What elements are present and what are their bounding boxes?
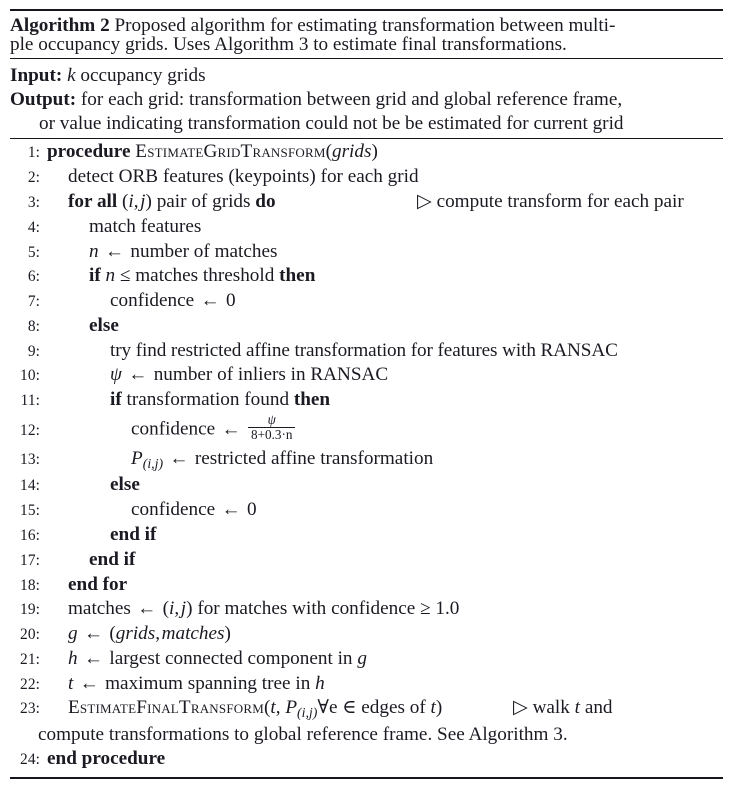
statement-text: restricted affine transformation	[194, 447, 434, 469]
line-content: for all (i, j) pair of grids do ▷ compute transform for each pair	[68, 190, 684, 212]
code-line	[10, 313, 723, 338]
fraction-denominator: 8+0.3·n	[250, 427, 293, 443]
line-number: 24:	[20, 751, 40, 769]
line-number: 22:	[20, 675, 40, 693]
line-number: 20:	[20, 626, 40, 644]
line-content	[47, 242, 723, 261]
statement-text: pair of grids	[156, 190, 251, 212]
line-number: 5:	[27, 243, 40, 261]
code-line	[10, 190, 723, 215]
line-content: matches ← (i, j) for matches with confidence ≥ 1.0	[68, 598, 460, 620]
line-content	[47, 500, 723, 519]
comment-text: compute transform for each pair	[436, 190, 684, 212]
code-line	[10, 239, 723, 264]
line-number: 6:	[27, 268, 40, 286]
output-label: Output:	[10, 89, 77, 111]
keyword-if: if	[110, 389, 122, 411]
comment-text-end: and	[584, 697, 613, 719]
statement-text: number of inliers in RANSAC	[153, 364, 389, 386]
forall-expression: ∀e ∈ edges of	[317, 697, 426, 719]
keyword: for all	[68, 190, 118, 212]
statement-text: detect ORB features (keypoints) for each grid	[68, 166, 419, 188]
line-number: 18:	[20, 576, 40, 594]
fraction-numerator: ψ	[248, 413, 296, 428]
line-content	[47, 341, 723, 360]
assign-arrow-icon: ←	[137, 598, 157, 620]
comment-var: t	[574, 697, 581, 719]
code-line	[10, 140, 723, 165]
call-arg-p-subscript: (i,j)	[297, 705, 318, 721]
continuation-text: compute transformations to global reference frame. See Algorithm 3.	[38, 724, 568, 746]
line-content: procedure EstimateGridTransform(grids)	[47, 141, 378, 163]
geq-icon: ≥	[420, 598, 431, 620]
keyword-do: do	[255, 190, 276, 212]
assign-arrow-icon: ←	[104, 240, 125, 262]
assign-arrow-icon: ←	[200, 290, 220, 312]
line-content: EstimateFinalTransform(t, $P_{(i,j)}\forall e$ ∈ edges of t) ▷ walk t and	[68, 697, 613, 721]
statement-text: match features	[89, 215, 202, 237]
line-content	[47, 475, 723, 494]
line-content	[47, 525, 723, 544]
algorithm-body	[10, 139, 723, 772]
line-number: 16:	[20, 527, 40, 544]
code-line	[10, 498, 723, 523]
code-line	[10, 647, 723, 672]
assigned-value: 0	[246, 499, 257, 521]
line-content	[47, 649, 723, 668]
line-content	[47, 550, 723, 569]
code-line	[10, 214, 723, 239]
line-content	[47, 167, 723, 186]
code-line	[10, 413, 723, 447]
variable: t	[68, 672, 74, 694]
assigned-value: 0	[225, 290, 236, 312]
line-number: 14:	[20, 477, 40, 495]
line-content	[47, 575, 723, 594]
code-line	[10, 289, 723, 314]
line-content	[47, 266, 723, 285]
code-line	[10, 264, 723, 289]
line-number: 12:	[20, 421, 40, 439]
code-line-continuation	[10, 723, 723, 747]
variable-psi: ψ	[110, 364, 122, 386]
output-row	[10, 88, 723, 112]
code-line	[10, 696, 723, 723]
variable-operand: g	[357, 647, 367, 669]
statement-text: confidence	[110, 290, 195, 312]
keyword-then: then	[279, 265, 316, 287]
algorithm-block	[0, 9, 733, 787]
statement-text: matches threshold	[135, 265, 275, 287]
algorithm-caption-line2: ple occupancy grids. Uses Algorithm 3 to estimate final transformations.	[10, 34, 567, 56]
tuple-arg-1: grids	[115, 623, 156, 645]
procedure-name: EstimateGridTransform	[135, 141, 326, 163]
code-line	[10, 622, 723, 647]
algorithm-label: Algorithm 2	[10, 15, 110, 36]
code-line	[10, 165, 723, 190]
line-number: 1:	[27, 144, 40, 162]
line-content	[47, 674, 723, 693]
code-line	[10, 523, 723, 548]
comment-marker-icon: ▷	[417, 190, 432, 212]
statement-text: transformation found	[126, 389, 290, 411]
code-line	[10, 597, 723, 622]
code-line	[10, 572, 723, 597]
assign-arrow-icon: ←	[83, 623, 104, 645]
line-content	[47, 749, 723, 768]
line-comment	[513, 698, 613, 717]
input-text: occupancy grids	[80, 64, 206, 86]
line-number: 2:	[27, 169, 40, 187]
output-line1: for each grid: transformation between grid and global reference frame,	[80, 89, 623, 111]
keyword-end-if: end if	[89, 548, 136, 570]
confidence-fraction	[248, 413, 296, 442]
code-line	[10, 446, 723, 473]
statement-text: maximum spanning tree in	[105, 672, 311, 694]
line-content	[47, 390, 723, 409]
threshold-value: 1.0	[435, 598, 460, 620]
assign-arrow-icon: ←	[79, 672, 99, 694]
line-comment	[417, 192, 684, 211]
call-arg-t: t	[270, 697, 276, 719]
line-number: 17:	[20, 551, 40, 569]
keyword-end-if: end if	[110, 524, 157, 545]
line-content: g ← (grids, matches)	[68, 623, 231, 645]
variable-operand: h	[315, 672, 325, 694]
algorithm-caption	[10, 11, 723, 58]
code-line	[10, 338, 723, 363]
io-block	[10, 59, 723, 138]
symbol-p-subscript: (i,j)	[142, 455, 164, 471]
statement-text: confidence	[131, 418, 216, 440]
assign-arrow-icon: ←	[128, 364, 148, 386]
line-content	[47, 217, 723, 236]
keyword-end-procedure: end procedure	[47, 748, 166, 770]
code-line	[10, 388, 723, 413]
line-number: 10:	[20, 367, 40, 385]
assign-arrow-icon: ←	[221, 418, 241, 440]
keyword-then: then	[293, 389, 331, 411]
statement-text: confidence	[131, 499, 216, 521]
line-content	[47, 365, 723, 384]
keyword-end-for: end for	[68, 573, 128, 595]
keyword-else: else	[89, 314, 119, 336]
tuple-arg-2: matches	[161, 623, 225, 645]
variable: n	[105, 265, 116, 287]
variable: n	[89, 240, 99, 262]
index-i: i	[128, 190, 134, 212]
output-row-continuation	[10, 112, 723, 136]
symbol-p: P	[131, 447, 143, 469]
input-label: Input:	[10, 64, 63, 86]
line-number: 9:	[27, 342, 40, 360]
assign-arrow-icon: ←	[221, 499, 241, 521]
line-number: 15:	[20, 502, 40, 520]
comment-marker-icon: ▷	[513, 697, 528, 719]
keyword-if: if	[89, 265, 101, 287]
comment-text: walk	[532, 697, 570, 719]
line-content	[47, 316, 723, 335]
variable: g	[68, 623, 78, 645]
statement-text: try find restricted affine transformation for features with RANSAC	[110, 339, 618, 361]
statement-text: largest connected component in	[109, 647, 353, 669]
assign-arrow-icon: ←	[169, 447, 189, 469]
line-number: 13:	[20, 450, 40, 468]
code-line	[10, 547, 723, 572]
input-var: k	[67, 64, 76, 86]
code-line	[10, 473, 723, 498]
line-number: 3:	[27, 193, 40, 211]
line-number: 11:	[20, 392, 40, 410]
code-line	[10, 671, 723, 696]
statement-text: matches	[68, 598, 131, 620]
algorithm-caption-line1: Proposed algorithm for estimating transformation between multi-	[114, 15, 616, 36]
code-line	[10, 747, 723, 772]
statement-text: number of matches	[130, 240, 278, 262]
line-number: 7:	[27, 293, 40, 311]
line-number: 23:	[20, 700, 40, 718]
input-row	[10, 63, 723, 87]
keyword-else: else	[110, 474, 140, 496]
statement-tail: for matches with confidence	[197, 598, 416, 620]
line-number: 4:	[27, 218, 40, 236]
call-arg-t2: t	[430, 697, 436, 719]
line-number: 8:	[27, 317, 40, 335]
procedure-arg: grids	[332, 141, 372, 163]
output-line2: or value indicating transformation could not be be estimated for current grid	[39, 113, 624, 135]
index-j: j	[140, 190, 146, 212]
assign-arrow-icon: ←	[83, 647, 104, 669]
leq-icon: ≤	[119, 265, 131, 287]
keyword: procedure	[47, 141, 131, 163]
call-arg-p: P	[285, 697, 298, 719]
procedure-name: EstimateFinalTransform	[68, 697, 264, 719]
line-number: 21:	[20, 650, 40, 668]
line-content	[47, 449, 723, 471]
index-j: j	[180, 598, 187, 620]
code-line	[10, 363, 723, 388]
variable: h	[68, 647, 78, 669]
line-number: 19:	[20, 601, 40, 619]
index-i: i	[169, 598, 175, 620]
line-content	[47, 291, 723, 310]
line-content	[47, 411, 723, 444]
